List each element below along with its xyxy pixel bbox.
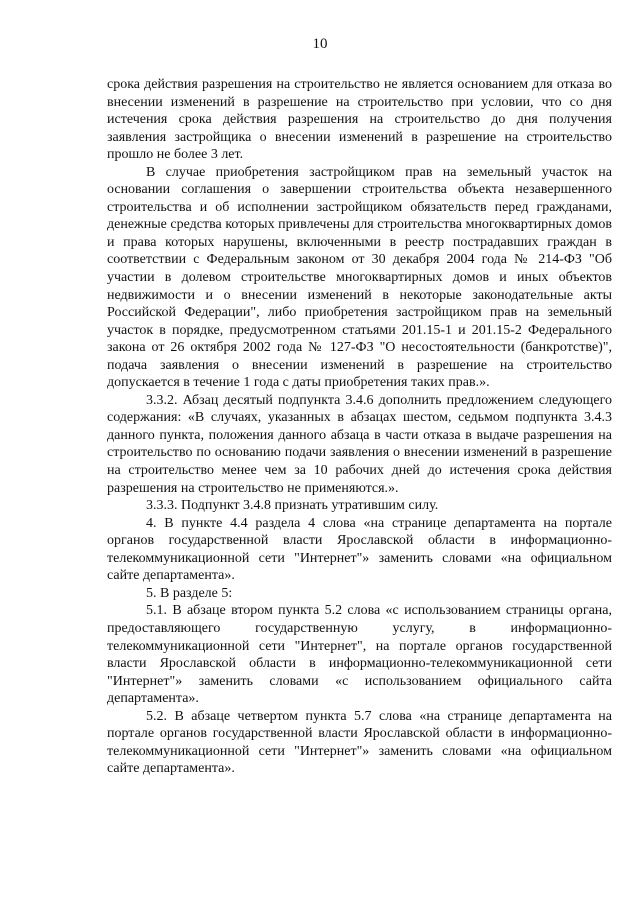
paragraph-3: 3.3.2. Абзац десятый подпункта 3.4.6 дополнить предложением следующего содержания: «В случаях, указанных в абзацах шестом, седьмом подпункта 3.4.3 данного пункта, положения данного абзаца в части отказа в выдаче разрешения на строительство по основанию подачи заявления о внесении изменений в разрешение на строительство менее чем за 10 рабочих дней до истечения срока действия разрешения на строительство не применяются.». bbox=[107, 392, 612, 496]
paragraph-1: срока действия разрешения на строительство не является основанием для отказа во внесении изменений в разрешение на строительство при условии, что со дня истечения срока действия разрешения на строительство до дня получения заявления застройщика о внесении изменений в разрешение на строительство прошло не более 3 лет. bbox=[107, 77, 612, 163]
paragraph-6: 5. В разделе 5: bbox=[146, 585, 233, 601]
paragraph-5: 4. В пункте 4.4 раздела 4 слова «на странице департамента на портале органов государственной власти Ярославской области в информационно-телекоммуникационной сети "Интернет"» заменить словами «на официальном сайте департамента». bbox=[107, 515, 612, 584]
paragraph-7: 5.1. В абзаце втором пункта 5.2 слова «с использованием страницы органа, предоставляющего государственную услугу, в информационно-телекоммуникационной сети "Интернет", на портале органов государственной власти Ярославской области в информационно-телекоммуникационной сети "Интернет"» заменить словами «с использованием официального сайта департамента». bbox=[107, 603, 612, 707]
paragraph-4: 3.3.3. Подпункт 3.4.8 признать утратившим силу. bbox=[146, 498, 439, 514]
paragraph-8: 5.2. В абзаце четвертом пункта 5.7 слова «на странице департамента на портале органов государственной власти Ярославской области в информационно-телекоммуникационной сети "Интернет"» заменить словами «на официальном сайте департамента». bbox=[107, 708, 612, 777]
document-body bbox=[107, 76, 612, 778]
page-number: 10 bbox=[312, 36, 328, 52]
paragraph-2: В случае приобретения застройщиком прав на земельный участок на основании соглашения о завершении строительства объекта незавершенного строительства и об исполнении застройщиком обязательств перед гражданами, денежные средства которых привлечены для строительства многоквартирных домов и права которых нарушены, включенными в реестр пострадавших граждан в соответствии с Федеральным законом от 30 декабря 2004 года № 214-ФЗ "Об участии в долевом строительстве многоквартирных домов и иных объектов недвижимости и о внесении изменений в некоторые законодательные акты Российской Федерации", либо приобретения застройщиком прав на земельный участок в порядке, предусмотренном статьями 201.15-1 и 201.15-2 Федерального закона от 26 октября 2002 года № 127-ФЗ "О несостоятельности (банкротстве)", подача заявления о внесении изменений в разрешение на строительство допускается в течение 1 года с даты приобретения таких прав.». bbox=[107, 164, 612, 391]
